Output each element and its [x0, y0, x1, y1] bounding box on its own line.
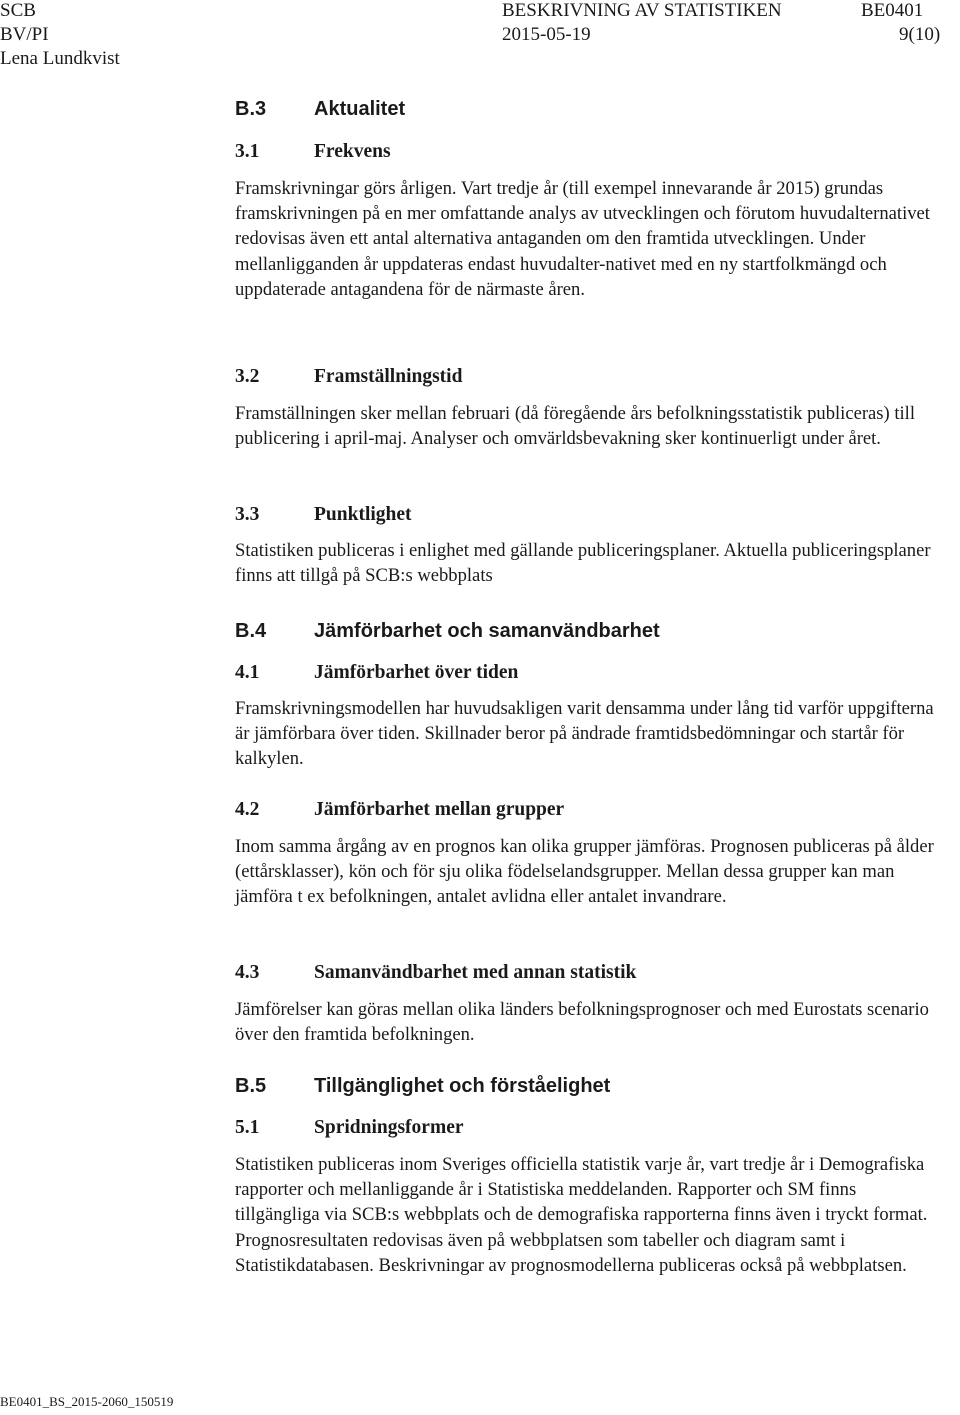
section-heading-b5 — [235, 1074, 610, 1098]
paragraph-frekvens: Framskrivningar görs årligen. Vart tredje år (till exempel innevarande år 2015) grundas framskrivningen på en mer omfattande analys av utvecklingen och förutom huvudalternativet redovisas även ett antal alternativa antaganden om den framtida utvecklingen. Under mellanligganden år uppdateras endast huvudalter-nativet med en ny startfolkmängd och uppdaterade antagandena för de närmaste åren. — [235, 178, 930, 300]
header-dept: BV/PI — [0, 24, 49, 45]
section-title: Aktualitet — [314, 98, 406, 120]
subsection-heading-5-1 — [235, 1116, 464, 1140]
section-number: B.3 — [235, 98, 267, 120]
section-heading-b4 — [235, 619, 660, 643]
paragraph-punktlighet: Statistiken publiceras i enlighet med gällande publiceringsplaner. Aktuella publiceringsplaner finns att tillgå på SCB:s webbplats — [235, 540, 931, 587]
section-number: 5.1 — [235, 1117, 260, 1138]
subsection-heading-4-2 — [235, 798, 564, 822]
footer-document-id: BE0401_BS_2015-2060_150519 — [0, 1394, 174, 1409]
section-number: 3.1 — [235, 141, 260, 162]
header-org: SCB — [0, 0, 36, 21]
section-number: 4.2 — [235, 799, 260, 820]
section-title: Frekvens — [314, 141, 391, 162]
paragraph-jamforbarhet-over-tiden: Framskrivningsmodellen har huvudsakligen varit densamma under lång tid varför uppgifterna är jämförbara över tiden. Skillnader beror på ändrade framtidsbedömningar och startår för kalkylen. — [235, 698, 934, 770]
section-title: Spridningsformer — [314, 1117, 464, 1138]
section-title: Jämförbarhet över tiden — [314, 662, 519, 683]
section-number: 3.2 — [235, 366, 260, 387]
subsection-heading-3-2 — [235, 365, 462, 389]
section-title: Jämförbarhet och samanvändbarhet — [314, 620, 660, 642]
header-code: BE0401 — [861, 0, 924, 21]
section-title: Tillgänglighet och förståelighet — [314, 1075, 611, 1097]
section-title: Punktlighet — [314, 504, 412, 525]
header-doc-type: BESKRIVNING AV STATISTIKEN — [502, 0, 782, 21]
section-title: Jämförbarhet mellan grupper — [314, 799, 565, 820]
section-title: Samanvändbarhet med annan statistik — [314, 962, 637, 983]
subsection-heading-4-3 — [235, 961, 636, 985]
section-title: Framställningstid — [314, 366, 463, 387]
paragraph-jamforbarhet-mellan-grupper: Inom samma årgång av en prognos kan olika grupper jämföras. Prognosen publiceras på ålder (ettårsklasser), kön och för sju olika födelselandsgrupper. Mellan dessa grupper kan man jämföra t ex befolkningen, antalet avlidna eller antalet invandrare. — [235, 836, 934, 908]
header-author: Lena Lundkvist — [0, 48, 120, 69]
paragraph-framstallningstid: Framställningen sker mellan februari (då föregående års befolkningsstatistik publiceras) till publicering i april-maj. Analyser och omvärldsbevakning sker kontinuerligt under året. — [235, 403, 916, 450]
section-heading-b3 — [235, 97, 405, 121]
header-date: 2015-05-19 — [502, 24, 591, 45]
paragraph-spridningsformer: Statistiken publiceras inom Sveriges officiella statistik varje år, vart tredje år i Demografiska rapporter och mellanliggande år i Statistiska meddelanden. Rapporter och SM finns tillgängliga via SCB:s webbplats och de demografiska rapporterna finns även i tryckt format. Prognosresultaten redovisas även på webbplatsen som tabeller och diagram samt i Statistikdatabasen. Beskrivningar av prognosmodellerna publiceras också på webbplatsen. — [235, 1154, 928, 1276]
subsection-heading-3-1 — [235, 140, 391, 164]
paragraph-samanvandbarhet: Jämförelser kan göras mellan olika länders befolkningsprognoser och med Eurostats scenario över den framtida befolkningen. — [235, 999, 929, 1046]
section-number: 4.1 — [235, 662, 260, 683]
section-number: B.4 — [235, 620, 267, 642]
header-page-number: 9(10) — [899, 24, 941, 45]
section-number: B.5 — [235, 1075, 267, 1097]
subsection-heading-3-3 — [235, 503, 412, 527]
section-number: 4.3 — [235, 962, 260, 983]
subsection-heading-4-1 — [235, 661, 518, 685]
section-number: 3.3 — [235, 504, 260, 525]
